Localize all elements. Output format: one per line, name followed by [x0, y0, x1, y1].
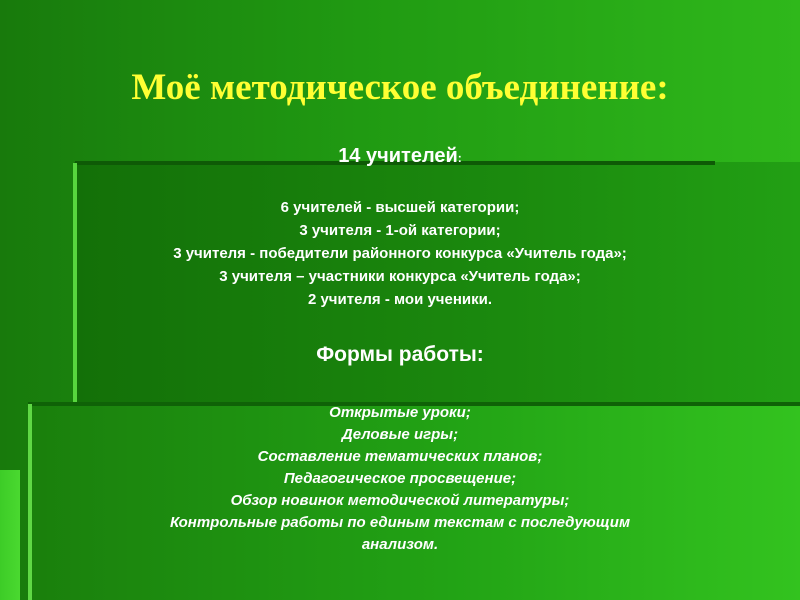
list-item: 3 учителя - 1-ой категории; [299, 222, 501, 239]
slide-title-text: Моё методическое объединение [131, 67, 657, 108]
forms-list [30, 402, 770, 556]
teachers-heading-text: 14 учителей [338, 145, 458, 167]
list-item: Обзор новинок методической литературы; [230, 492, 570, 509]
list-item: Деловые игры; [341, 426, 459, 443]
list-item: анализом. [361, 536, 439, 553]
decorative-corner [0, 470, 20, 600]
forms-heading: Формы работы: [316, 343, 484, 366]
list-item: Открытые уроки; [329, 404, 471, 421]
slide-title-colon: : [656, 67, 669, 108]
teachers-heading [30, 142, 770, 172]
list-item: 3 учителя - победители районного конкурса «Учитель года»; [173, 245, 627, 262]
list-item: 3 учителя – участники конкурса «Учитель года»; [219, 268, 581, 285]
list-item: 6 учителей - высшей категории; [280, 199, 520, 216]
list-item: Педагогическое просвещение; [283, 470, 517, 487]
teachers-list [30, 196, 770, 311]
slide-content [30, 142, 770, 556]
list-item: Контрольные работы по единым текстам с последующим [169, 514, 631, 531]
slide-title [0, 66, 800, 109]
list-item: 2 учителя - мои ученики. [307, 291, 493, 308]
list-item: Составление тематических планов; [257, 448, 543, 465]
teachers-heading-colon: : [457, 151, 462, 165]
